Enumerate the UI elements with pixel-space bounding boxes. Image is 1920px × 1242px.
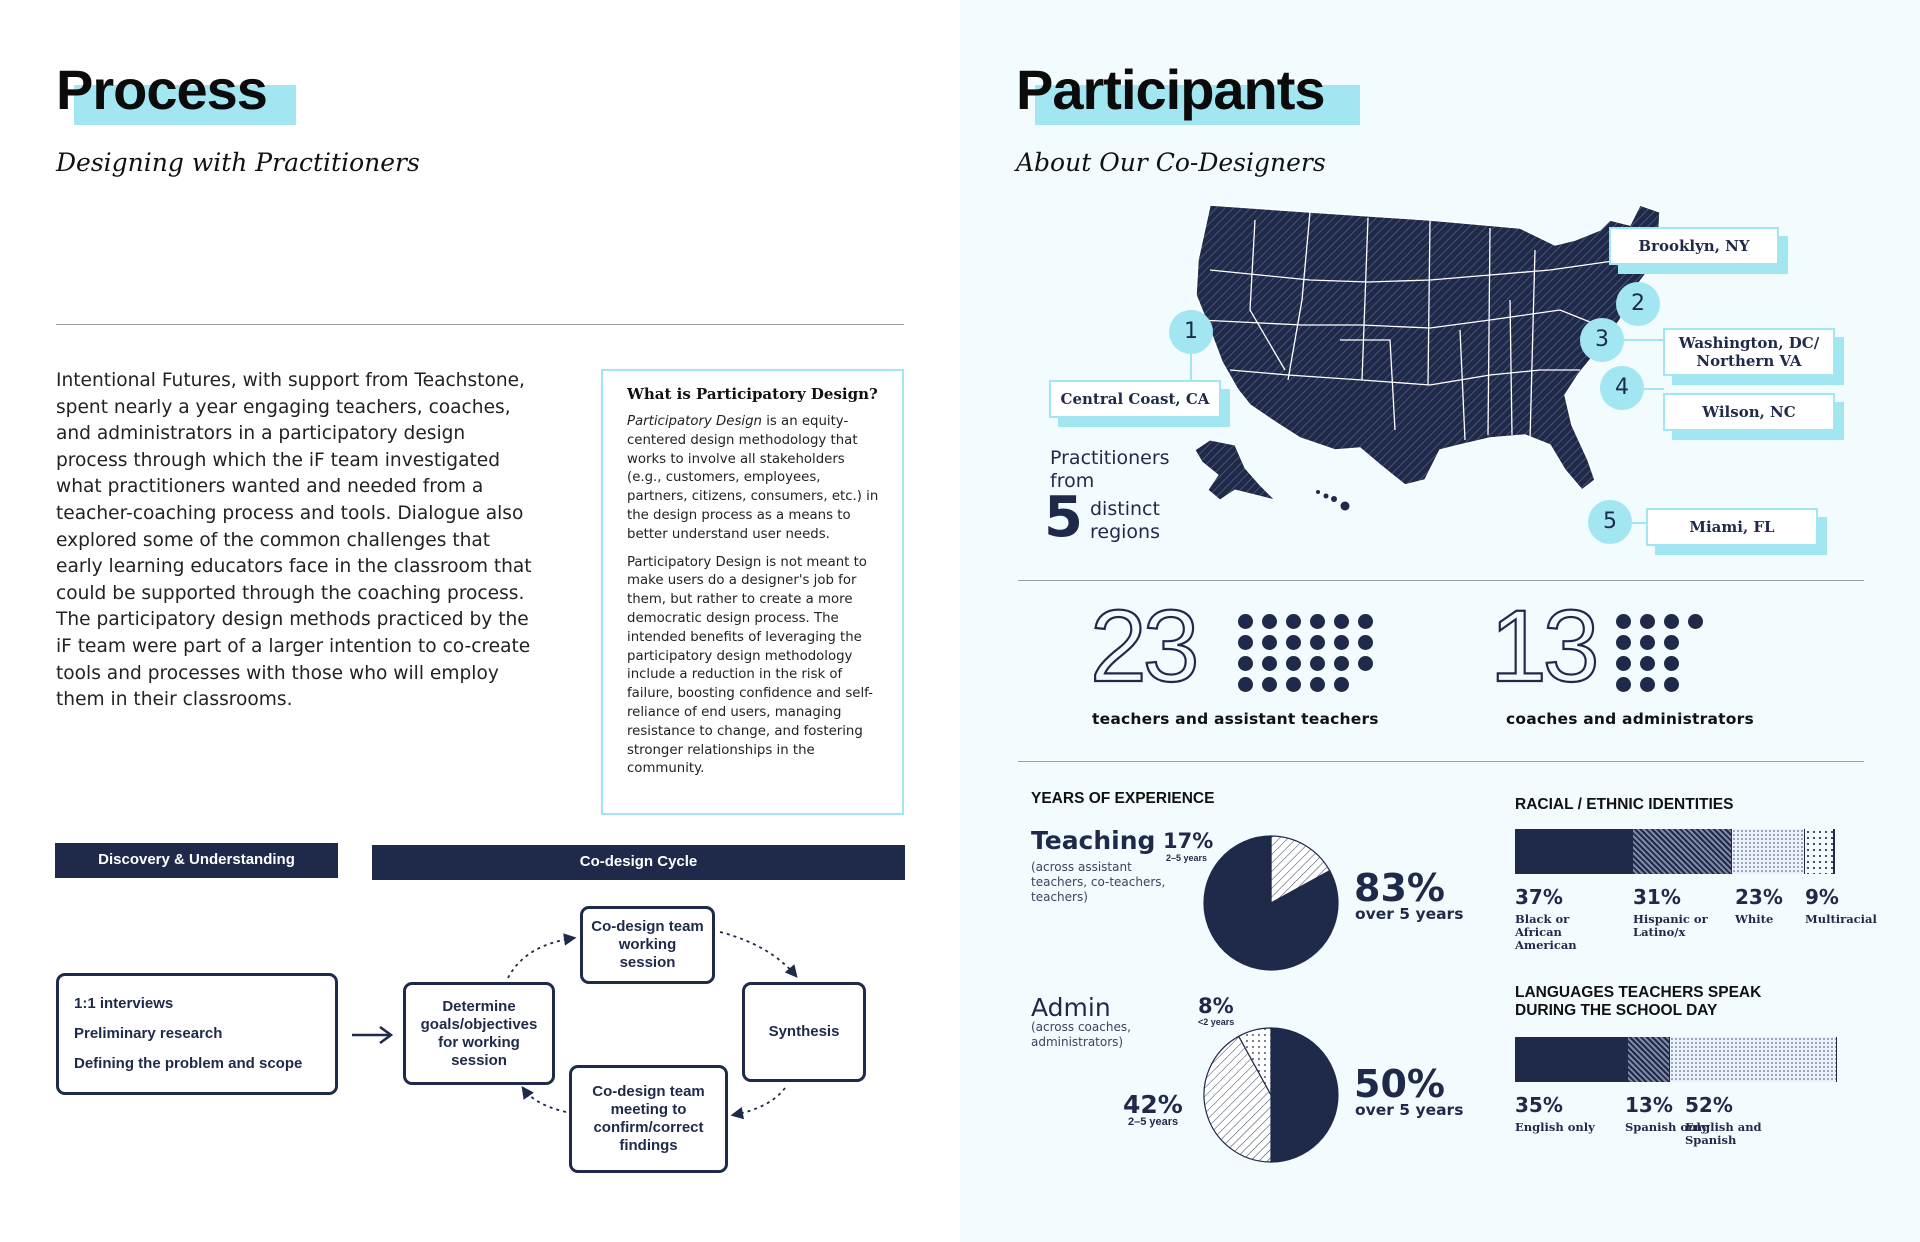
teaching-small-label: 2–5 years [1166, 853, 1208, 863]
arrow-working-to-synthesis [720, 932, 796, 976]
location-central-coast: Central Coast, CA [1049, 380, 1221, 418]
admin-mid-pct: 42% [1123, 1090, 1183, 1119]
intro-paragraph: Intentional Futures, with support from Teachstone, spent nearly a year engaging teachers, coaches, and administrators in a participatory design process through which the iF team investigated what practitioners wanted and needed from a teacher-coaching process and tools. Dialogue also explored some of the common challenges that early learning educators face in the classroom that could be supported through the coaching process. The participatory design methods practiced by the iF team were part of a larger intention to co-create tools and processes with those who will employ them in their classrooms. [56, 370, 532, 711]
bar-legend-label: Multiracial [1805, 912, 1877, 926]
discovery-item: Defining the problem and scope [74, 1055, 303, 1072]
admin-mid-label: 2–5 years [1128, 1116, 1179, 1128]
page-subtitle: Designing with Practitioners [56, 148, 420, 177]
page-title: Process [56, 58, 267, 121]
teaching-pie [1196, 828, 1346, 978]
regions-number: 5 [1044, 485, 1083, 550]
bar-segment [1670, 1037, 1837, 1082]
location-brooklyn: Brooklyn, NY [1609, 227, 1779, 265]
bar-legend-item [1515, 885, 1615, 952]
location-marker-5: 5 [1588, 500, 1632, 544]
teaching-note: (across assistant teachers, co-teachers, teachers) [1031, 860, 1166, 904]
teaching-big-pct: 83% [1354, 866, 1445, 910]
bar-legend-label: English and Spanish [1685, 1120, 1762, 1147]
admin-label: Admin [1031, 993, 1111, 1022]
infobox-title: What is Participatory Design? [627, 385, 878, 403]
admin-pie [1196, 1020, 1346, 1170]
admin-note: (across coaches, administrators) [1031, 1020, 1131, 1049]
teachers-dot-grid [1238, 614, 1388, 689]
divider [56, 324, 904, 325]
location-marker-4: 4 [1600, 366, 1644, 410]
regions-label-top: Practitioners from [1050, 447, 1170, 492]
bar-legend-label: Spanish only [1625, 1120, 1708, 1134]
bar-legend-item [1633, 885, 1733, 939]
bar-legend-label: White [1735, 912, 1774, 926]
coaches-dot-grid [1616, 614, 1716, 689]
bar-legend-pct: 35% [1515, 1093, 1563, 1117]
discovery-box [56, 973, 338, 1095]
bar-legend-pct: 52% [1685, 1093, 1733, 1117]
admin-big-label: over 5 years [1355, 1101, 1464, 1119]
bar-segment [1732, 829, 1805, 874]
pie-slice-over-5-years [1271, 1028, 1338, 1162]
racial-stacked-bar [1515, 829, 1835, 874]
location-marker-3: 3 [1580, 318, 1624, 362]
discovery-header: Discovery & Understanding [55, 843, 338, 878]
languages-legend [1515, 1093, 1845, 1153]
location-marker-2: 2 [1616, 282, 1660, 326]
infobox-paragraph-1: Participatory Design is an equity-centered design methodology that works to involve all stakeholders (e.g., customers, employees, partners, citizens, consumers, etc.) in the design process as a means to better understand user needs. [627, 414, 879, 542]
location-miami: Miami, FL [1646, 508, 1818, 546]
coaches-label: coaches and administrators [1506, 710, 1754, 728]
languages-stacked-bar [1515, 1037, 1837, 1082]
regions-label-bottom: distinct regions [1090, 498, 1160, 543]
admin-small-label: <2 years [1198, 1017, 1235, 1027]
admin-big-pct: 50% [1354, 1062, 1445, 1106]
participants-subtitle: About Our Co-Designers [1016, 148, 1326, 177]
discovery-item: 1:1 interviews [74, 995, 174, 1012]
teachers-label: teachers and assistant teachers [1092, 710, 1379, 728]
bar-legend-pct: 37% [1515, 885, 1563, 909]
admin-small-pct: 8% [1198, 994, 1234, 1018]
bar-legend-label: English only [1515, 1120, 1595, 1134]
languages-heading: LANGUAGES TEACHERS SPEAK DURING THE SCHOOL DAY [1515, 984, 1762, 1019]
participatory-design-infobox [601, 369, 904, 815]
racial-legend [1515, 885, 1877, 952]
bar-legend-item [1685, 1093, 1775, 1147]
bar-segment [1805, 829, 1834, 874]
bar-segment [1515, 1037, 1628, 1082]
infobox-paragraph-2: Participatory Design is not meant to make users do a designer's job for them, but rather to create a more democratic design process. The intended benefits of leveraging the participatory design methodology include a reduction in the risk of failure, boosting confidence and self-reliance of end users, managing resistance to change, and fostering stronger relationships in the community. [627, 554, 873, 777]
divider [1018, 580, 1864, 581]
hawaii [1316, 490, 1350, 511]
experience-heading: YEARS OF EXPERIENCE [1031, 790, 1215, 807]
location-washington: Washington, DC/ Northern VA [1663, 328, 1835, 376]
location-marker-1: 1 [1169, 310, 1213, 354]
bar-segment [1515, 829, 1633, 874]
node-synthesis: Synthesis [742, 982, 866, 1082]
teaching-label: Teaching [1031, 826, 1156, 855]
node-team-meeting: Co-design team meeting to confirm/correct findings [569, 1065, 728, 1173]
bar-legend-item [1805, 885, 1895, 926]
arrow-meeting-to-determine [523, 1088, 566, 1112]
bar-legend-item [1515, 1093, 1615, 1134]
participants-title: Participants [1016, 58, 1325, 121]
location-wilson: Wilson, NC [1663, 393, 1835, 431]
bar-legend-label: Hispanic or Latino/x [1633, 912, 1708, 939]
arrow-determine-to-working [508, 938, 574, 978]
bar-legend-pct: 31% [1633, 885, 1681, 909]
node-determine-goals: Determine goals/objectives for working session [403, 982, 555, 1085]
bar-legend-pct: 9% [1805, 885, 1839, 909]
bar-legend-pct: 23% [1735, 885, 1783, 909]
divider [1018, 761, 1864, 762]
teachers-count: 23 [1090, 589, 1196, 703]
bar-legend-label: Black or African American [1515, 912, 1577, 952]
node-working-session: Co-design team working session [580, 906, 715, 984]
teaching-big-label: over 5 years [1355, 905, 1464, 923]
coaches-count: 13 [1490, 589, 1596, 703]
bar-segment [1628, 1037, 1670, 1082]
bar-segment [1633, 829, 1732, 874]
discovery-item: Preliminary research [74, 1025, 223, 1042]
alaska [1195, 440, 1275, 500]
bar-legend-pct: 13% [1625, 1093, 1673, 1117]
codesign-cycle-header: Co-design Cycle [372, 845, 905, 880]
racial-heading: RACIAL / ETHNIC IDENTITIES [1515, 796, 1734, 813]
teaching-small-pct: 17% [1163, 829, 1214, 853]
arrow-synthesis-to-meeting [733, 1088, 785, 1115]
